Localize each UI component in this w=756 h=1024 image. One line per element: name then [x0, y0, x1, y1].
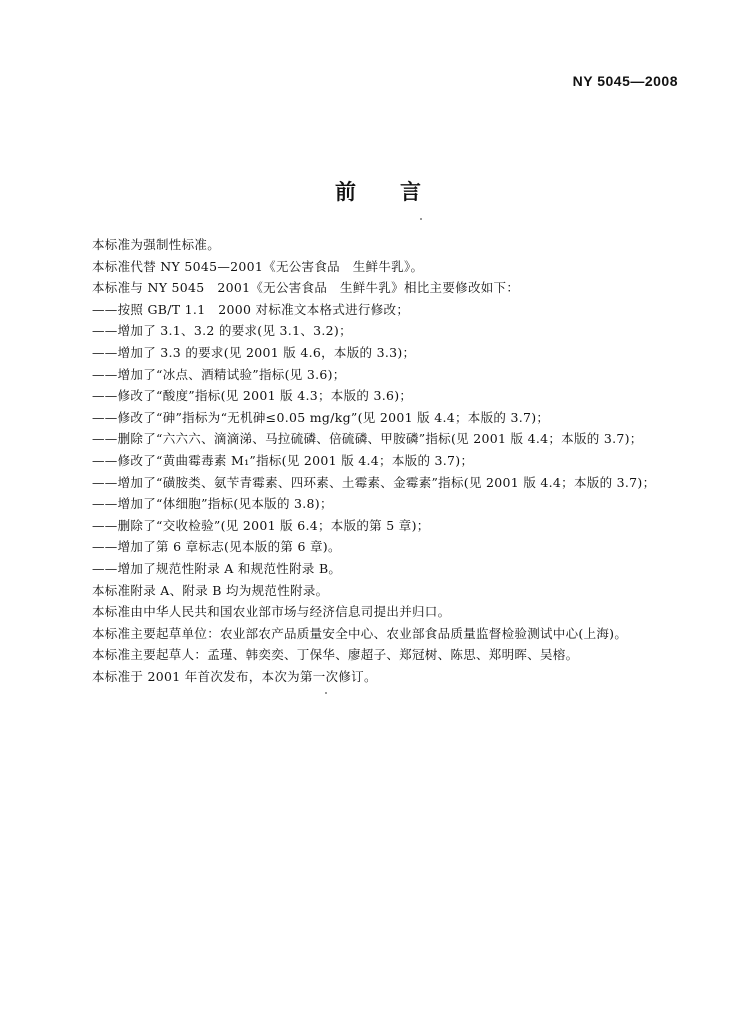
- foreword-line: ——增加了第 6 章标志(见本版的第 6 章)。: [92, 539, 341, 555]
- page-title: [0, 176, 756, 206]
- foreword-line: ——增加了“冰点、酒精试验”指标(见 3.6)；: [92, 366, 346, 382]
- foreword-line: 本标准于 2001 年首次发布，本次为第一次修订。: [92, 668, 377, 684]
- foreword-body: [92, 234, 692, 687]
- foreword-line: ——删除了“交收检验”(见 2001 版 6.4；本版的第 5 章)；: [92, 517, 430, 533]
- foreword-line: ——删除了“六六六、滴滴涕、马拉硫磷、倍硫磷、甲胺磷”指标(见 2001 版 4.4；本版的 3.7)；: [92, 431, 643, 447]
- foreword-line: 本标准主要起草人：孟瑾、韩奕奕、丁保华、廖超子、郑冠树、陈思、郑明晖、吴榕。: [92, 647, 579, 663]
- foreword-line: ——修改了“酸度”指标(见 2001 版 4.3；本版的 3.6)；: [92, 388, 413, 404]
- foreword-line: 本标准由中华人民共和国农业部市场与经济信息司提出并归口。: [92, 604, 451, 620]
- header-standard-code: NY 5045—2008: [572, 73, 678, 89]
- foreword-line: 本标准主要起草单位：农业部农产品质量安全中心、农业部食品质量监督检验测试中心(上海)。: [92, 625, 628, 641]
- foreword-line: 本标准与 NY 5045 2001《无公害食品 生鲜牛乳》相比主要修改如下：: [92, 280, 520, 296]
- foreword-line: ——增加了 3.1、3.2 的要求(见 3.1、3.2)；: [92, 323, 352, 339]
- foreword-line: ——修改了“砷”指标为“无机砷≤0.05 mg/kg”(见 2001 版 4.4；本版的 3.7)；: [92, 409, 550, 425]
- foreword-line: 本标准代替 NY 5045—2001《无公害食品 生鲜牛乳》。: [92, 258, 424, 274]
- scan-speck: [325, 692, 327, 694]
- foreword-line: 本标准附录 A、附录 B 均为规范性附录。: [92, 582, 329, 598]
- foreword-line: ——按照 GB/T 1.1 2000 对标准文本格式进行修改；: [92, 301, 410, 317]
- foreword-line: ——增加了“磺胺类、氨苄青霉素、四环素、土霉素、金霉素”指标(见 2001 版 4.4；本版的 3.7)；: [92, 474, 656, 490]
- foreword-line: ——增加了 3.3 的要求(见 2001 版 4.6，本版的 3.3)；: [92, 344, 416, 360]
- title-char-1: 前: [335, 180, 356, 204]
- scan-speck: [420, 218, 422, 220]
- foreword-line: 本标准为强制性标准。: [92, 237, 221, 252]
- foreword-line: ——修改了“黄曲霉毒素 M₁”指标(见 2001 版 4.4；本版的 3.7)；: [92, 452, 474, 468]
- title-char-2: 言: [400, 180, 421, 204]
- foreword-line: ——增加了规范性附录 A 和规范性附录 B。: [92, 560, 342, 576]
- foreword-line: ——增加了“体细胞”指标(见本版的 3.8)；: [92, 496, 333, 512]
